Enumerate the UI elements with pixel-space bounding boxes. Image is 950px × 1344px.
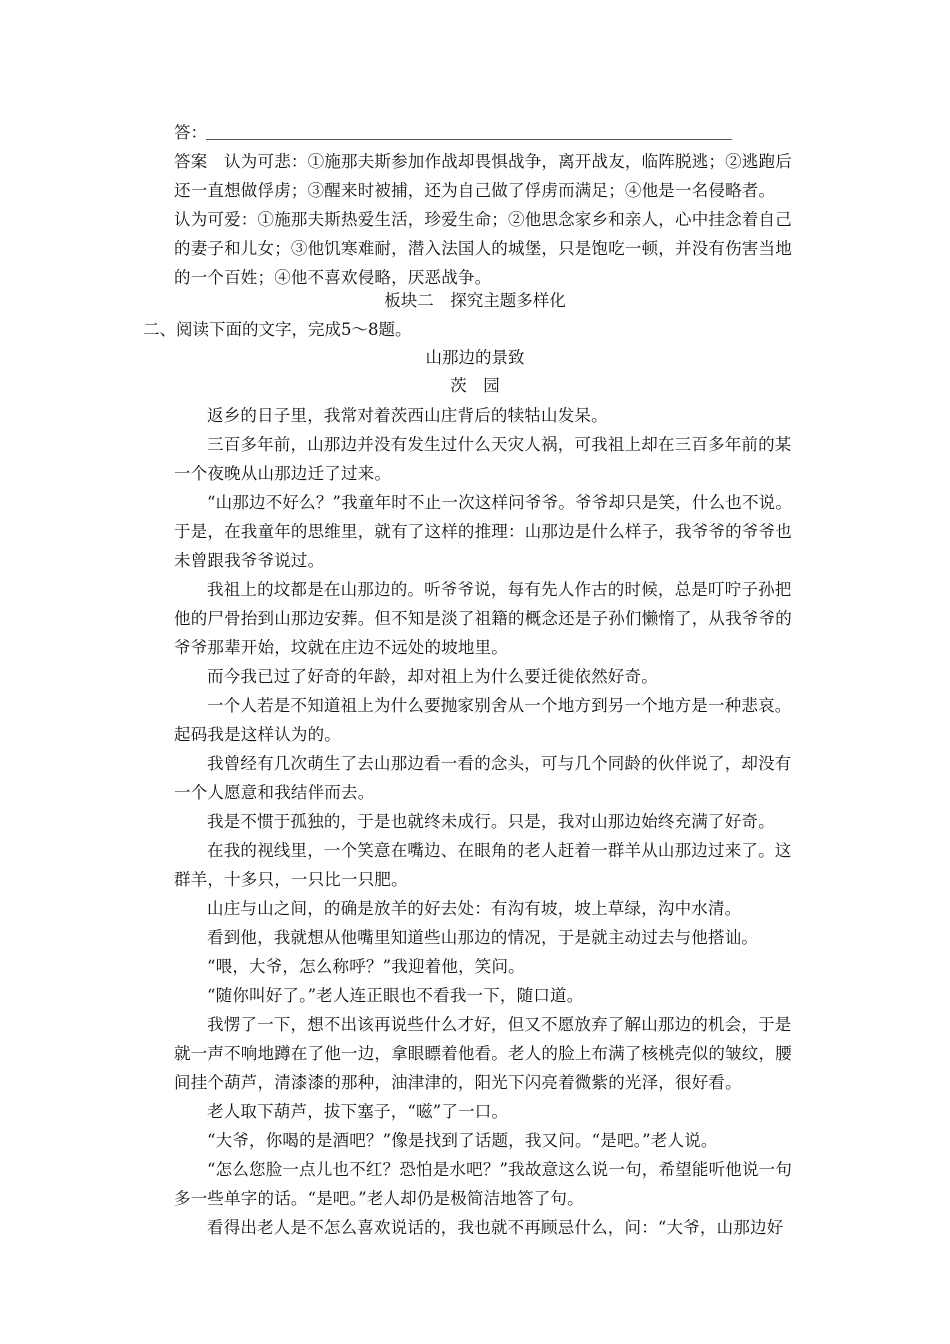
paragraph-17: “怎么您脸一点儿也不红？恐怕是水吧？”我故意这么说一句，希望能听他说一句多一些单字的话。“是吧。”老人却仍是极简洁地答了句。	[174, 1160, 793, 1208]
section-heading: 板块二 探究主题多样化	[384, 291, 566, 310]
answer-text	[174, 147, 806, 292]
paragraph-8: 我是不惯于孤独的，于是也就终未成行。只是，我对山那边始终充满了好奇。	[207, 812, 775, 831]
paragraph-1: 返乡的日子里，我常对着茨西山庄背后的犊牯山发呆。	[207, 406, 608, 425]
paragraph-4: 我祖上的坟都是在山那边的。听爷爷说，每有先人作古的时候，总是叮咛子孙把他的尸骨抬到山那边安葬。但不知是淡了祖籍的概念还是子孙们懒惰了，从我爷爷的爷爷那辈开始，坟就在庄边不远处的坡地里。	[174, 580, 792, 657]
question-instruction: 二、阅读下面的文字，完成5～8题。	[143, 320, 412, 339]
paragraph-3: “山那边不好么？”我童年时不止一次这样问爷爷。爷爷却只是笑，什么也不说。于是，在我童年的思维里，就有了这样的推理：山那边是什么样子，我爷爷的爷爷也未曾跟我爷爷说过。	[174, 493, 793, 570]
article-body	[174, 401, 806, 1242]
answer-blank-line	[174, 118, 734, 147]
paragraph-9: 在我的视线里，一个笑意在嘴边、在眼角的老人赶着一群羊从山那边过来了。这群羊，十多只，一只比一只肥。	[174, 841, 792, 889]
article-author: 茨 园	[450, 376, 500, 395]
article-title: 山那边的景致	[425, 348, 525, 367]
paragraph-14: 我愣了一下，想不出该再说些什么才好，但又不愿放弃了解山那边的机会，于是就一声不响地蹲在了他一边，拿眼瞟着他看。老人的脸上布满了核桃壳似的皱纹，腰间挂个葫芦，清漆漆的那种，油津津的，阳光下闪亮着微紫的光泽，很好看。	[174, 1015, 792, 1092]
paragraph-18: 看得出老人是不怎么喜欢说话的，我也就不再顾忌什么，问：“大爷，山那边好	[207, 1218, 784, 1237]
paragraph-13: “随你叫好了。”老人连正眼也不看我一下，随口道。	[207, 986, 584, 1005]
paragraph-7: 我曾经有几次萌生了去山那边看一看的念头，可与几个同龄的伙伴说了，却没有一个人愿意和我结伴而去。	[174, 754, 792, 802]
answer-underline	[206, 139, 732, 140]
answer-part-2: 认为可爱：①施那夫斯热爱生活，珍爱生命；②他思念家乡和亲人，心中挂念着自己的妻子和儿女；③他饥寒难耐，潜入法国人的城堡，只是饱吃一顿，并没有伤害当地的一个百姓；④他不喜欢侵略，厌恶战争。	[174, 210, 792, 287]
paragraph-10: 山庄与山之间，的确是放羊的好去处：有沟有坡，坡上草绿，沟中水清。	[207, 899, 742, 918]
paragraph-15: 老人取下葫芦，拔下塞子，“嗞”了一口。	[207, 1102, 509, 1121]
paragraph-16: “大爷，你喝的是酒吧？”像是找到了话题，我又问。“是吧。”老人说。	[207, 1131, 718, 1150]
answer-prompt: 答：	[174, 123, 207, 142]
paragraph-5: 而今我已过了好奇的年龄，却对祖上为什么要迁徙依然好奇。	[207, 667, 658, 686]
answer-part-1: 答案 认为可悲：①施那夫斯参加作战却畏惧战争，离开战友，临阵脱逃；②逃跑后还一直想做俘虏；③醒来时被捕，还为自己做了俘虏而满足；④他是一名侵略者。	[174, 152, 792, 200]
paragraph-12: “喂，大爷，怎么称呼？”我迎着他，笑问。	[207, 957, 525, 976]
paragraph-6: 一个人若是不知道祖上为什么要抛家别舍从一个地方到另一个地方是一种悲哀。起码我是这样认为的。	[174, 696, 792, 744]
paragraph-2: 三百多年前，山那边并没有发生过什么天灾人祸，可我祖上却在三百多年前的某一个夜晚从山那边迁了过来。	[174, 435, 792, 483]
paragraph-11: 看到他，我就想从他嘴里知道些山那边的情况，于是就主动过去与他搭讪。	[207, 928, 759, 947]
